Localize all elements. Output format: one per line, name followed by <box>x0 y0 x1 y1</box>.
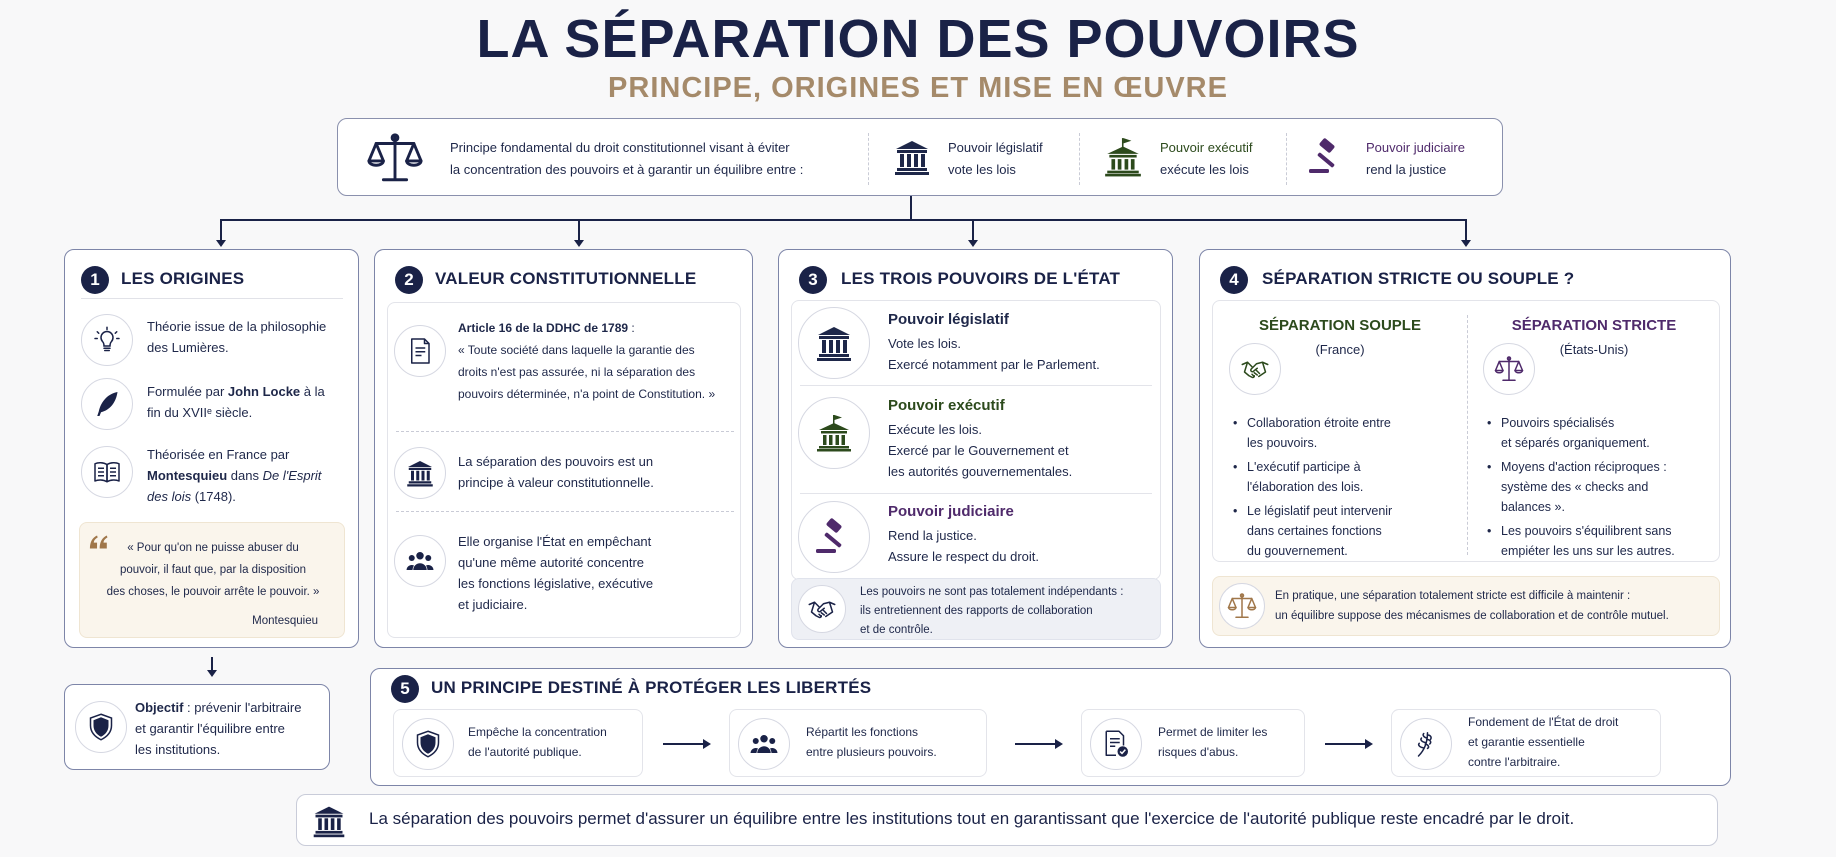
people-icon <box>394 535 446 587</box>
quote-text: « Pour qu'on ne puisse abuser du pouvoir, il faut que, par la disposition des choses, le pouvoir arrête le pouvoir. » <box>106 542 320 598</box>
section-title: UN PRINCIPE DESTINÉ À PROTÉGER LES LIBERTÉS <box>431 678 872 697</box>
arrow-right <box>1325 743 1367 745</box>
page-title: LA SÉPARATION DES POUVOIRS <box>476 9 1360 69</box>
section-libertes <box>370 668 1731 786</box>
parliament-icon <box>892 137 932 177</box>
connector-line <box>910 196 912 220</box>
parliament-icon <box>798 307 870 379</box>
lightbulb-icon <box>81 314 133 366</box>
scales-icon <box>1219 583 1265 629</box>
section-number: 1 <box>81 266 109 294</box>
divider <box>396 511 734 512</box>
bullet-item: • L'exécutif participe à l'élaboration des lois. <box>1231 457 1463 497</box>
arrow-right <box>1015 743 1057 745</box>
section-trois-pouvoirs <box>778 249 1173 648</box>
intro-divider <box>1079 133 1080 185</box>
shield-icon <box>75 701 127 753</box>
section-stricte-souple <box>1199 249 1731 648</box>
intro-legislatif-title: Pouvoir législatif <box>948 140 1043 155</box>
intro-executif-title: Pouvoir exécutif <box>1160 140 1253 155</box>
origine-item-1: Théorie issue de la philosophie des Lumières. <box>147 319 327 355</box>
divider <box>800 385 1152 386</box>
pratique-text: En pratique, une séparation totalement stricte est difficile à maintenir : un équilibre suppose des mécanismes de collaboration et de contrôle mutuel. <box>1275 590 1669 622</box>
collaboration-text: Les pouvoirs ne sont pas totalement indépendants : ils entretiennent des rapports de collaboration et de contrôle. <box>860 586 1124 636</box>
intro-judiciaire-title: Pouvoir judiciaire <box>1366 140 1465 155</box>
executif-desc: Exécute les lois. Exercé par le Gouvernement et les autorités gouvernementales. <box>888 422 1073 479</box>
judiciaire-desc: Rend la justice. Assure le respect du droit. <box>888 528 1040 564</box>
arrow-head <box>216 240 226 247</box>
section-number: 5 <box>391 675 419 703</box>
origine-item-3: Théorisée en France par Montesquieu dans De l'Esprit des lois (1748). <box>147 447 322 504</box>
section-number: 2 <box>395 266 423 294</box>
pratique-note <box>1212 576 1720 636</box>
section-number: 4 <box>1220 266 1248 294</box>
arrow-head <box>703 739 711 749</box>
connector-line <box>220 219 1467 221</box>
liberte-step-1 <box>393 709 643 777</box>
liberte-step-2 <box>729 709 987 777</box>
executif-title: Pouvoir exécutif <box>888 397 1005 414</box>
valeur-text-2: La séparation des pouvoirs est un principe à valeur constitutionnelle. <box>458 454 654 490</box>
footer-text: La séparation des pouvoirs permet d'assurer un équilibre entre les institutions tout en garantissant que l'exercice de l'autorité publique reste encadré par le droit. <box>369 809 1575 828</box>
parliament-icon <box>394 447 446 499</box>
intro-text-line2: la concentration des pouvoirs et à garantir un équilibre entre : <box>450 162 804 177</box>
arrow-head <box>1365 739 1373 749</box>
gavel-icon <box>798 501 870 573</box>
bullet-item: • Les pouvoirs s'équilibrent sans empiéter les uns sur les autres. <box>1485 521 1717 561</box>
bullet-item: • Moyens d'action réciproques : système des « checks and balances ». <box>1485 457 1717 517</box>
intro-divider <box>868 133 869 185</box>
arrow-right <box>663 743 705 745</box>
intro-text-line1: Principe fondamental du droit constitutionnel visant à éviter <box>450 140 790 155</box>
intro-box <box>337 118 1503 196</box>
step-text: Répartit les fonctions entre plusieurs pouvoirs. <box>806 725 937 759</box>
document-icon <box>394 325 446 377</box>
souple-country: (France) <box>1315 342 1365 357</box>
step-text: Empêche la concentration de l'autorité publique. <box>468 725 607 759</box>
liberte-step-3 <box>1081 709 1305 777</box>
legislatif-desc: Vote les lois. Exercé notamment par le Parlement. <box>888 336 1100 372</box>
connector-line <box>211 657 213 671</box>
section-valeur-constitutionnelle <box>374 249 753 648</box>
article-16: Article 16 de la DDHC de 1789 : « Toute société dans laquelle la garantie des droits n'est pas assurée, ni la séparation des pouvoirs déterminée, n'a point de Constitution. » <box>458 321 716 401</box>
bullet-item: • Collaboration étroite entre les pouvoirs. <box>1231 413 1463 453</box>
arrow-head <box>207 670 217 677</box>
arrow-head <box>574 240 584 247</box>
stricte-list <box>1485 413 1717 565</box>
section-title: VALEUR CONSTITUTIONNELLE <box>435 269 697 288</box>
book-icon <box>81 446 133 498</box>
divider <box>396 431 734 432</box>
bullet-item: • Pouvoirs spécialisés et séparés organiquement. <box>1485 413 1717 453</box>
quote-box <box>79 522 345 638</box>
people-icon <box>738 718 790 770</box>
government-building-icon <box>798 397 870 469</box>
intro-judiciaire-desc: rend la justice <box>1366 162 1447 177</box>
step-text: Permet de limiter les risques d'abus. <box>1158 725 1268 759</box>
footer-banner <box>296 794 1718 846</box>
section-title: LES ORIGINES <box>121 269 245 288</box>
quote-author: Montesquieu <box>252 615 318 627</box>
scales-icon <box>366 129 424 187</box>
souple-title: SÉPARATION SOUPLE <box>1259 317 1421 334</box>
comparison-card <box>1212 300 1720 562</box>
section-title: SÉPARATION STRICTE OU SOUPLE ? <box>1262 269 1575 288</box>
bullet-item: • Le législatif peut intervenir dans certaines fonctions du gouvernement. <box>1231 501 1463 561</box>
scales-icon <box>1483 343 1535 395</box>
section-title: LES TROIS POUVOIRS DE L'ÉTAT <box>841 269 1121 288</box>
gavel-icon <box>1307 137 1347 177</box>
divider <box>800 493 1152 494</box>
arrow-head <box>1055 739 1063 749</box>
legislatif-title: Pouvoir législatif <box>888 311 1009 328</box>
laurel-icon <box>1400 718 1452 770</box>
intro-legislatif-desc: vote les lois <box>948 162 1016 177</box>
stricte-country: (États-Unis) <box>1559 342 1629 357</box>
government-building-icon <box>1102 136 1144 178</box>
section-origines <box>64 249 359 648</box>
handshake-icon <box>798 585 846 633</box>
parliament-icon <box>311 803 347 839</box>
origine-item-2: Formulée par John Locke à la fin du XVIIᵉ siècle. <box>147 384 325 420</box>
shield-icon <box>402 718 454 770</box>
valeur-inner-card <box>387 302 741 638</box>
liberte-step-4 <box>1391 709 1661 777</box>
intro-divider <box>1286 133 1287 185</box>
intro-executif-desc: exécute les lois <box>1160 162 1249 177</box>
document-check-icon <box>1090 718 1142 770</box>
page-subtitle: PRINCIPE, ORIGINES ET MISE EN ŒUVRE <box>608 72 1228 104</box>
arrow-head <box>1461 240 1471 247</box>
pouvoirs-inner-card <box>791 300 1161 580</box>
objectif-box <box>64 684 330 770</box>
step-text: Fondement de l'État de droit et garantie essentielle contre l'arbitraire. <box>1468 715 1619 769</box>
souple-list <box>1231 413 1463 565</box>
valeur-text-3: Elle organise l'État en empêchant qu'une même autorité concentre les fonctions législative, exécutive et judiciaire. <box>458 534 654 612</box>
objectif-text: Objectif : prévenir l'arbitraire et garantir l'équilibre entre les institutions. <box>135 700 302 757</box>
divider <box>81 298 343 299</box>
handshake-icon <box>1229 343 1281 395</box>
stricte-title: SÉPARATION STRICTE <box>1511 317 1677 334</box>
section-number: 3 <box>799 266 827 294</box>
collaboration-note <box>791 578 1161 640</box>
judiciaire-title: Pouvoir judiciaire <box>888 503 1014 520</box>
quill-icon <box>81 378 133 430</box>
arrow-head <box>968 240 978 247</box>
